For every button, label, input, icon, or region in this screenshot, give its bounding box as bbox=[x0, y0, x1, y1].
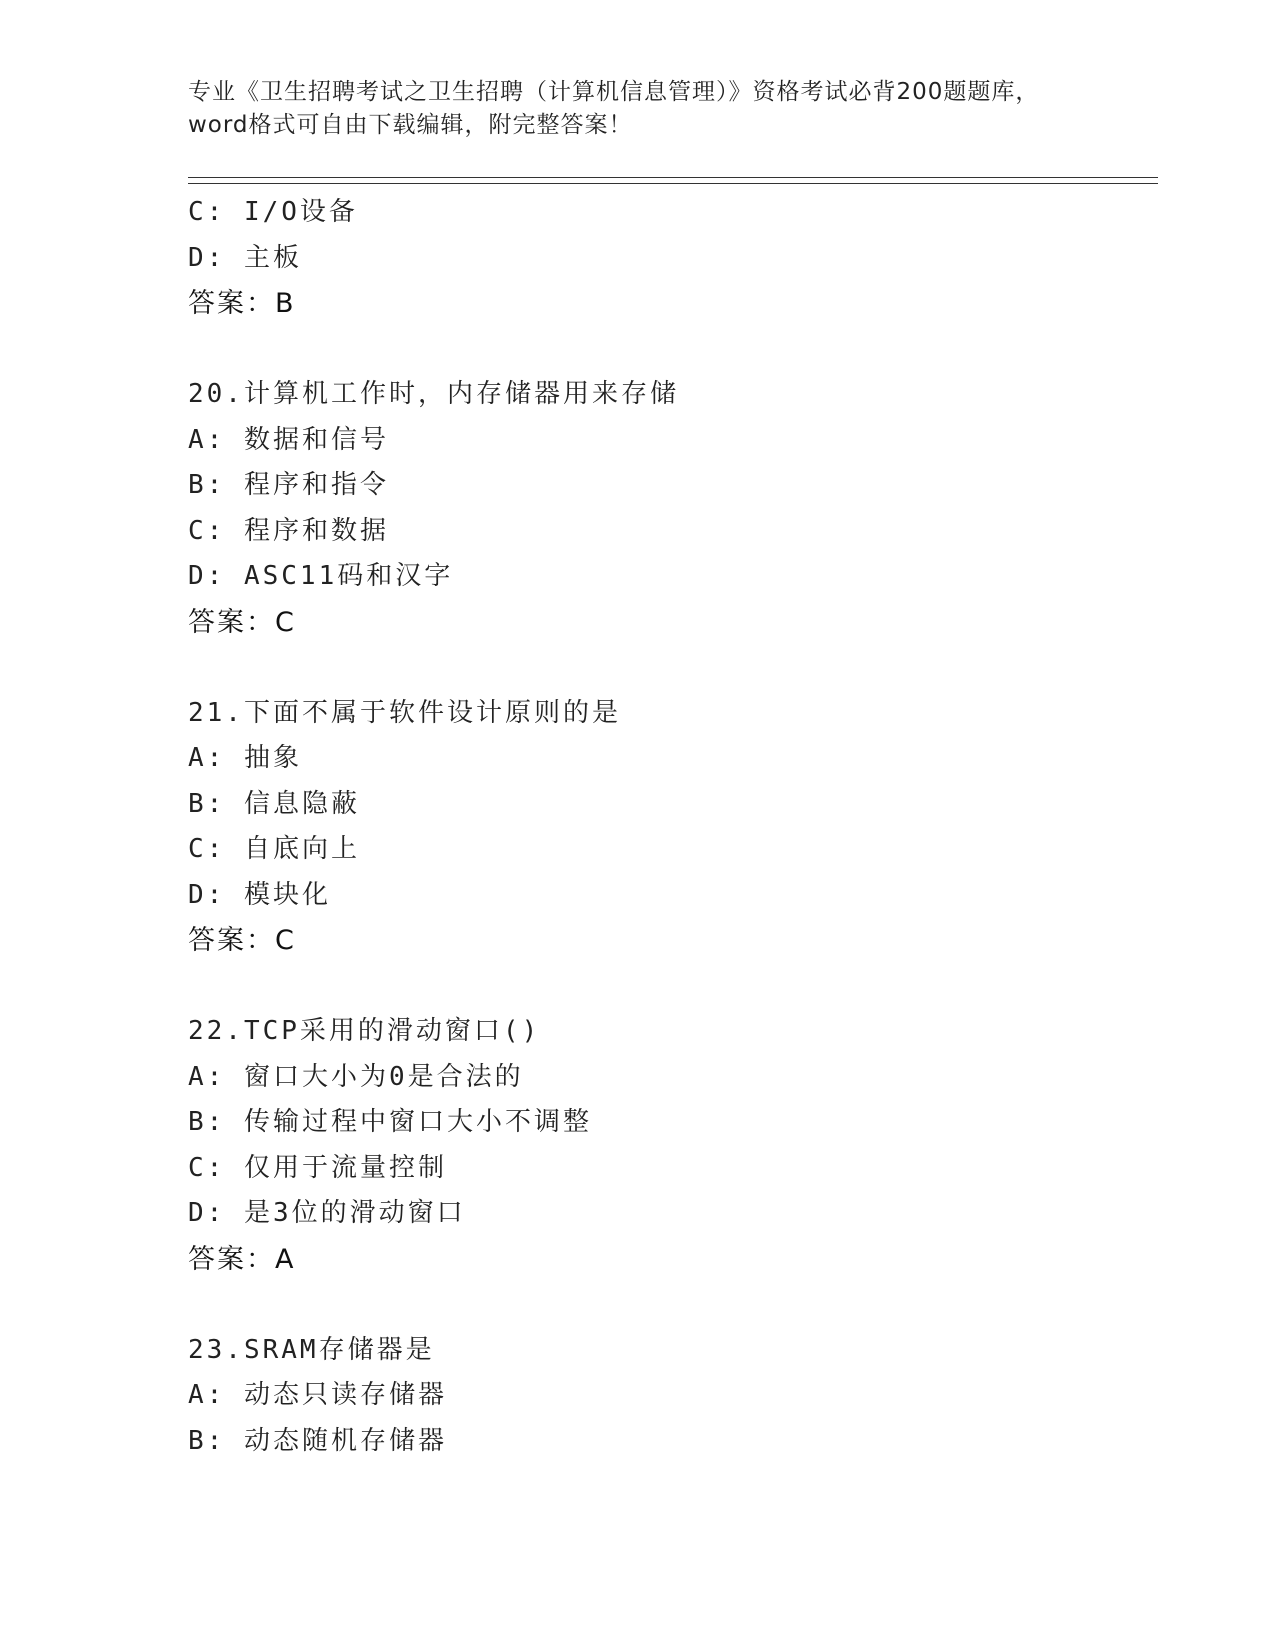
header-divider-top bbox=[188, 177, 1158, 178]
header-title-line-2: word格式可自由下载编辑，附完整答案！ bbox=[188, 112, 633, 138]
question-stem: 22.TCP采用的滑动窗口() bbox=[188, 1016, 541, 1046]
option-b: B: 信息隐蔽 bbox=[188, 788, 360, 819]
option-d: D: 模块化 bbox=[188, 879, 331, 910]
option-c: C: 程序和数据 bbox=[188, 515, 389, 546]
header-divider-bottom bbox=[188, 183, 1158, 184]
option-c: C: 仅用于流量控制 bbox=[188, 1152, 447, 1183]
spacer bbox=[188, 1282, 1148, 1328]
option-a: A: 窗口大小为0是合法的 bbox=[188, 1061, 524, 1092]
answer-line: 答案：C bbox=[188, 606, 296, 638]
option-d: D: 主板 bbox=[188, 242, 302, 273]
question-19-tail bbox=[188, 190, 1148, 327]
document-header bbox=[188, 76, 1088, 142]
question-22 bbox=[188, 1009, 1148, 1282]
option-a: A: 动态只读存储器 bbox=[188, 1380, 447, 1410]
answer-line: 答案：C bbox=[188, 925, 296, 956]
question-23 bbox=[188, 1328, 1148, 1465]
header-title-line-1: 专业《卫生招聘考试之卫生招聘（计算机信息管理）》资格考试必背200题题库， bbox=[188, 79, 1040, 105]
option-b: B: 传输过程中窗口大小不调整 bbox=[188, 1107, 592, 1137]
spacer bbox=[188, 645, 1148, 691]
spacer bbox=[188, 327, 1148, 373]
question-stem: 21.下面不属于软件设计原则的是 bbox=[188, 697, 621, 728]
option-b: B: 动态随机存储器 bbox=[188, 1425, 447, 1456]
answer-line: 答案：B bbox=[188, 288, 296, 319]
question-stem: 20.计算机工作时，内存储器用来存储 bbox=[188, 379, 679, 409]
option-d: D: 是3位的滑动窗口 bbox=[188, 1198, 466, 1228]
question-stem: 23.SRAM存储器是 bbox=[188, 1334, 435, 1365]
option-a: A: 数据和信号 bbox=[188, 424, 389, 455]
question-20 bbox=[188, 372, 1148, 645]
question-21 bbox=[188, 691, 1148, 964]
question-list bbox=[188, 190, 1148, 1464]
option-c: C: I/O设备 bbox=[188, 197, 358, 227]
answer-line: 答案：A bbox=[188, 1243, 296, 1275]
option-a: A: 抽象 bbox=[188, 743, 302, 773]
option-c: C: 自底向上 bbox=[188, 834, 360, 864]
spacer bbox=[188, 964, 1148, 1010]
option-d: D: ASC11码和汉字 bbox=[188, 561, 454, 591]
option-b: B: 程序和指令 bbox=[188, 470, 389, 500]
